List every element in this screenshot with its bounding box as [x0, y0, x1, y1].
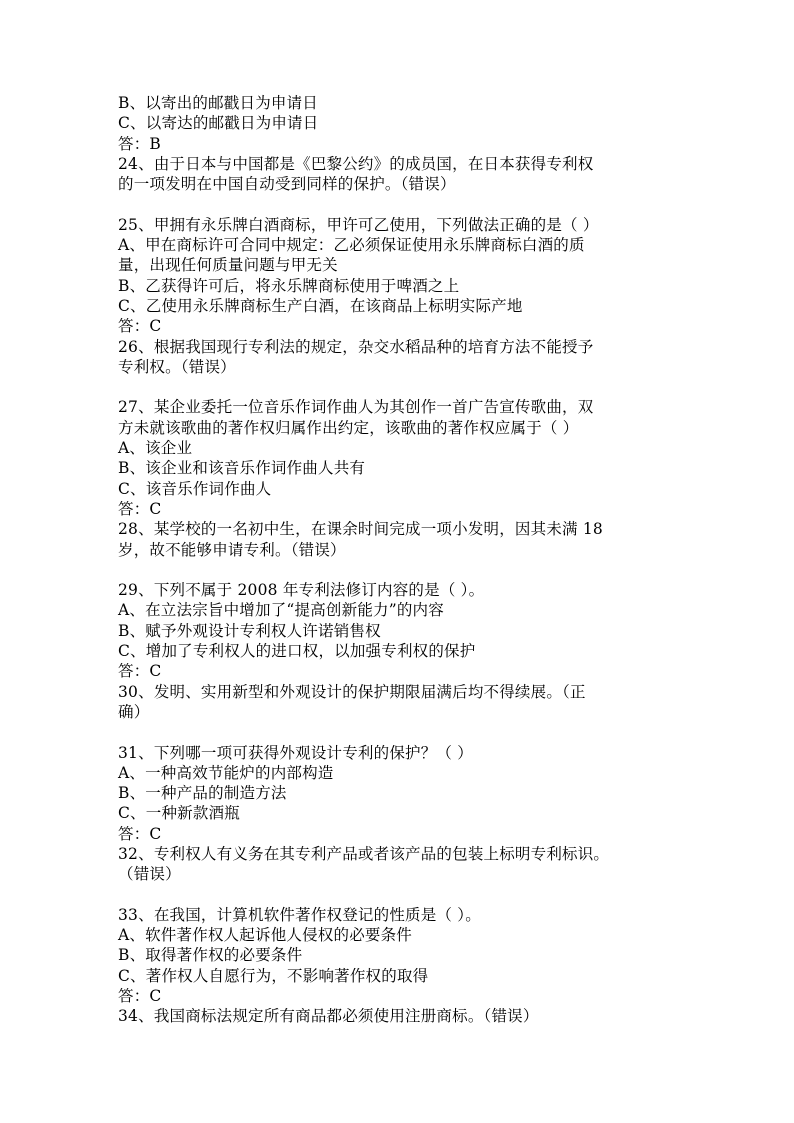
blank-spacer [118, 885, 698, 905]
question-27-line-2: 方未就该歌曲的著作权归属作出约定，该歌曲的著作权应属于（ ） [118, 418, 579, 437]
question-26-line-1: 26、根据我国现行专利法的规定，杂交水稻品种的培育方法不能授予 [118, 337, 594, 356]
option-a-line: A、软件著作权人起诉他人侵权的必要条件 [118, 926, 412, 945]
question-24-line-2: 的一项发明在中国自动受到同样的保护。（错误） [118, 175, 456, 194]
option-c-line: C、著作权人自愿行为，不影响著作权的取得 [118, 966, 429, 985]
option-c-line: C、该音乐作词作曲人 [118, 479, 272, 498]
question-28-line-1: 28、某学校的一名初中生，在课余时间完成一项小发明，因其未满 18 [118, 520, 603, 539]
option-a-line: A、该企业 [118, 439, 193, 458]
question-25-line-1: 25、甲拥有永乐牌白酒商标，甲许可乙使用，下列做法正确的是（ ） [118, 215, 599, 234]
answer-line: 答：C [118, 499, 162, 518]
document-page [118, 93, 698, 1027]
option-c-line: C、一种新款酒瓶 [118, 804, 240, 823]
question-26-line-2: 专利权。（错误） [118, 357, 236, 376]
answer-line: 答：C [118, 662, 162, 681]
option-b-line: B、赋予外观设计专利权人许诺销售权 [118, 621, 381, 640]
question-31-line: 31、下列哪一项可获得外观设计专利的保护？（ ） [118, 743, 473, 762]
question-34-line: 34、我国商标法规定所有商品都必须使用注册商标。（错误） [118, 1007, 539, 1026]
option-c-line: C、以寄达的邮戳日为申请日 [118, 114, 319, 133]
question-32-line-2: （错误） [118, 865, 181, 884]
answer-line: 答：B [118, 134, 161, 153]
blank-spacer [118, 560, 698, 580]
question-33-line: 33、在我国，计算机软件著作权登记的性质是（ ）。 [118, 905, 481, 924]
answer-line: 答：C [118, 317, 162, 336]
blank-spacer [118, 194, 698, 214]
answer-line: 答：C [118, 824, 162, 843]
question-24-line-1: 24、由于日本与中国都是《巴黎公约》的成员国，在日本获得专利权 [118, 154, 594, 173]
question-30-line-2: 确） [118, 702, 150, 721]
option-a-line: A、一种高效节能炉的内部构造 [118, 763, 334, 782]
question-28-line-2: 岁，故不能够申请专利。（错误） [118, 540, 346, 559]
answer-line: 答：C [118, 987, 162, 1006]
question-30-line-1: 30、发明、实用新型和外观设计的保护期限届满后均不得续展。（正 [118, 682, 586, 701]
option-a-line: A、在立法宗旨中增加了“提高创新能力”的内容 [118, 601, 444, 620]
question-27-line-1: 27、某企业委托一位音乐作词作曲人为其创作一首广告宣传歌曲，双 [118, 398, 594, 417]
question-29-line: 29、下列不属于 2008 年专利法修订内容的是（ ）。 [118, 581, 485, 600]
blank-spacer [118, 377, 698, 397]
option-a-line-2: 量，出现任何质量问题与甲无关 [118, 256, 338, 275]
option-b-line: B、以寄出的邮戳日为申请日 [118, 94, 318, 112]
option-b-line: B、该企业和该音乐作词作曲人共有 [118, 459, 366, 478]
option-b-line: B、一种产品的制造方法 [118, 784, 287, 803]
question-32-line-1: 32、专利权人有义务在其专利产品或者该产品的包装上标明专利标识。 [118, 844, 610, 863]
option-c-line: C、乙使用永乐牌商标生产白酒，在该商品上标明实际产地 [118, 296, 523, 315]
option-b-line: B、乙获得许可后，将永乐牌商标使用于啤酒之上 [118, 276, 460, 295]
option-b-line: B、取得著作权的必要条件 [118, 946, 303, 965]
blank-spacer [118, 722, 698, 742]
option-c-line: C、增加了专利权人的进口权，以加强专利权的保护 [118, 642, 476, 661]
option-a-line-1: A、甲在商标许可合同中规定：乙必须保证使用永乐牌商标白酒的质 [118, 236, 585, 255]
